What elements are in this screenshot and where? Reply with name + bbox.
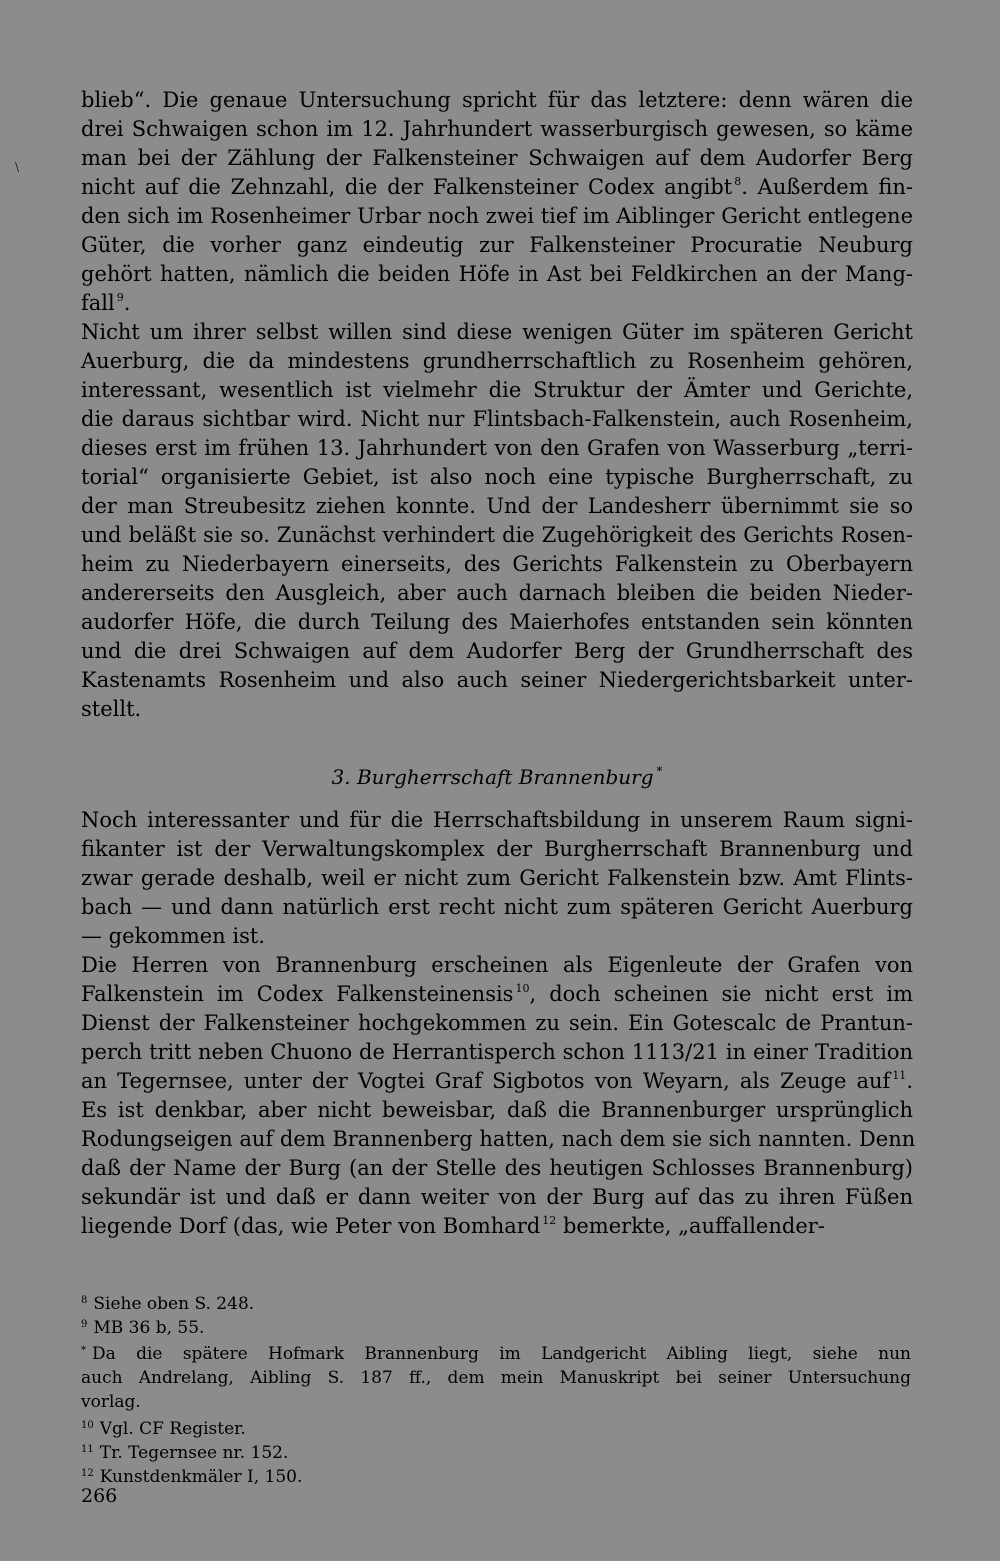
- text-line: [81, 922, 913, 951]
- line-text: bach — und dann natürlich erst recht nicht zum späteren Gericht Auerburg: [81, 895, 913, 919]
- line-text: audorfer Höfe, die durch Teilung des Maierhofes entstanden sein könnten: [81, 610, 913, 634]
- text-line: [81, 231, 913, 260]
- text-line: [81, 1067, 913, 1096]
- section-heading: [81, 757, 913, 792]
- line-text: man bei der Zählung der Falkensteiner Schwaigen auf dem Audorfer Berg: [81, 146, 913, 170]
- text-line: [81, 980, 913, 1009]
- text-line: [81, 202, 913, 231]
- footnote-reference: 12: [542, 1214, 557, 1227]
- text-line: [81, 1096, 913, 1125]
- line-text: Dienst der Falkensteiner hochgekommen zu sein. Ein Gotescalc de Prantun-: [81, 1011, 913, 1035]
- text-line: [81, 463, 913, 492]
- paragraph-3: [81, 806, 913, 951]
- text-line: [81, 1009, 913, 1038]
- line-text: Noch interessanter und für die Herrschaftsbildung in unserem Raum signi-: [81, 808, 913, 832]
- footnote-marker: 8: [81, 1295, 88, 1306]
- text-line: [81, 492, 913, 521]
- text-line: [81, 260, 913, 289]
- text-line: [81, 1154, 913, 1183]
- text-line: [81, 608, 913, 637]
- section-heading-text: 3. Burgherrschaft Brannenburg: [331, 765, 654, 789]
- line-text: dieses erst im frühen 13. Jahrhundert von den Grafen von Wasserburg „terri-: [81, 436, 913, 460]
- line-text: torial“ organisierte Gebiet, ist also noch eine typische Burgherrschaft, zu: [81, 465, 913, 489]
- footnote-line: [81, 1366, 911, 1390]
- line-text-continued: . Außerdem fin-: [741, 175, 913, 199]
- text-line: [81, 347, 913, 376]
- line-text-continued: .: [123, 291, 131, 315]
- line-text: Die Herren von Brannenburg erscheinen als Eigenleute der Grafen von: [81, 953, 913, 977]
- footnote-reference: 9: [116, 291, 124, 304]
- footnote-line: [81, 1316, 911, 1340]
- line-text: Nicht um ihrer selbst willen sind diese wenigen Güter im späteren Gericht: [81, 320, 913, 344]
- line-text: an Tegernsee, unter der Vogtei Graf Sigbotos von Weyarn, als Zeuge auf: [81, 1069, 891, 1093]
- footnote-reference: 8: [734, 175, 742, 188]
- text-line: [81, 521, 913, 550]
- footnote-line: [81, 1441, 911, 1465]
- line-text: Auerburg, die da mindestens grundherrschaftlich zu Rosenheim gehören,: [81, 349, 913, 373]
- line-text: fikanter ist der Verwaltungskomplex der Burgherrschaft Brannenburg und: [81, 837, 913, 861]
- text-line: [81, 806, 913, 835]
- line-text: sekundär ist und daß er dann weiter von der Burg auf das zu ihren Füßen: [81, 1185, 913, 1209]
- footnote-line: [81, 1342, 911, 1366]
- line-text: blieb“. Die genaue Untersuchung spricht für das letztere: denn wären die: [81, 88, 913, 112]
- line-text: der man Streubesitz ziehen konnte. Und der Landesherr übernimmt sie so: [81, 494, 913, 518]
- text-line: [81, 434, 913, 463]
- text-line: [81, 173, 913, 202]
- footnote-text: Vgl. CF Register.: [99, 1419, 246, 1439]
- footnote-marker: 12: [81, 1468, 94, 1479]
- paragraph-4: [81, 951, 916, 1241]
- line-text: liegende Dorf (das, wie Peter von Bomhard: [81, 1214, 541, 1238]
- line-text: drei Schwaigen schon im 12. Jahrhundert wasserburgisch gewesen, so käme: [81, 117, 913, 141]
- text-line: [81, 893, 913, 922]
- line-text: — gekommen ist.: [81, 924, 265, 948]
- line-text: heim zu Niederbayern einerseits, des Gerichts Falkenstein zu Oberbayern: [81, 552, 913, 576]
- text-line: [81, 695, 913, 724]
- text-line: [81, 864, 913, 893]
- footnote-reference: 10: [515, 982, 530, 995]
- text-line: [81, 951, 913, 980]
- text-line: [81, 115, 913, 144]
- text-line: [81, 1038, 913, 1067]
- footnote-text: Tr. Tegernsee nr. 152.: [99, 1443, 289, 1463]
- text-line: [81, 550, 913, 579]
- line-text: stellt.: [81, 697, 142, 721]
- text-line: [81, 637, 913, 666]
- text-line: [81, 1183, 913, 1212]
- line-text: den sich im Rosenheimer Urbar noch zwei tief im Aiblinger Gericht entlegene: [81, 204, 913, 228]
- text-line: [81, 835, 913, 864]
- footnote-text: auch Andrelang, Aibling S. 187 ff., dem mein Manuskript bei seiner Untersuchung: [81, 1368, 911, 1388]
- line-text-continued: .: [906, 1069, 913, 1093]
- footnote-reference: 11: [892, 1069, 907, 1082]
- line-text: Kastenamts Rosenheim und also auch seiner Niedergerichtsbarkeit unter-: [81, 668, 913, 692]
- footnote-marker: 10: [81, 1420, 94, 1431]
- text-line: [81, 318, 913, 347]
- footnote-marker: 9: [81, 1319, 88, 1330]
- line-text: andererseits den Ausgleich, aber auch darnach bleiben die beiden Nieder-: [81, 581, 913, 605]
- text-line: [81, 376, 913, 405]
- line-text-continued: , doch scheinen sie nicht erst im: [529, 982, 913, 1006]
- text-line: [81, 666, 913, 695]
- text-line: [81, 144, 913, 173]
- line-text: die daraus sichtbar wird. Nicht nur Flintsbach-Falkenstein, auch Rosenheim,: [81, 407, 913, 431]
- section-heading-marker: *: [656, 764, 663, 778]
- line-text: Es ist denkbar, aber nicht beweisbar, daß die Brannenburger ursprünglich: [81, 1098, 913, 1122]
- footnote-line: [81, 1292, 911, 1316]
- text-line: [81, 1125, 916, 1154]
- line-text: Rodungseigen auf dem Brannenberg hatten, nach dem sie sich nannten. Denn: [81, 1127, 916, 1151]
- line-text: und die drei Schwaigen auf dem Audorfer Berg der Grundherrschaft des: [81, 639, 913, 663]
- footnote-line: [81, 1390, 911, 1414]
- text-line: [81, 289, 913, 318]
- stray-mark: \: [15, 160, 20, 174]
- footnote-line: [81, 1465, 911, 1489]
- footnote: [81, 1465, 911, 1489]
- text-line: [81, 579, 913, 608]
- line-text: und beläßt sie so. Zunächst verhindert die Zugehörigkeit des Gerichts Rosen-: [81, 523, 913, 547]
- line-text-continued: bemerkte, „auffallender-: [556, 1214, 825, 1238]
- text-line: [81, 86, 913, 115]
- footnote: [81, 1342, 911, 1414]
- line-text: fall: [81, 291, 115, 315]
- footnote: [81, 1316, 911, 1340]
- line-text: nicht auf die Zehnzahl, die der Falkensteiner Codex angibt: [81, 175, 733, 199]
- footnote-text: Da die spätere Hofmark Brannenburg im Landgericht Aibling liegt, siehe nun: [92, 1344, 911, 1364]
- text-line: [81, 1212, 913, 1241]
- text-line: [81, 405, 913, 434]
- footnote-marker: *: [81, 1345, 86, 1356]
- line-text: daß der Name der Burg (an der Stelle des heutigen Schlosses Brannenburg): [81, 1156, 913, 1180]
- page-number: 266: [81, 1485, 118, 1507]
- paragraph-1: [81, 86, 913, 318]
- footnote-marker: 11: [81, 1444, 94, 1455]
- footnote-text: vorlag.: [81, 1392, 141, 1412]
- footnote-text: MB 36 b, 55.: [93, 1318, 205, 1338]
- line-text: Falkenstein im Codex Falkensteinensis: [81, 982, 514, 1006]
- line-text: gehört hatten, nämlich die beiden Höfe in Ast bei Feldkirchen an der Mang-: [81, 262, 913, 286]
- line-text: perch tritt neben Chuono de Herrantisperch schon 1113/21 in einer Tradition: [81, 1040, 913, 1064]
- footnote: [81, 1292, 911, 1316]
- footnote-line: [81, 1417, 911, 1441]
- line-text: interessant, wesentlich ist vielmehr die Struktur der Ämter und Gerichte,: [81, 378, 913, 402]
- line-text: zwar gerade deshalb, weil er nicht zum Gericht Falkenstein bzw. Amt Flints-: [81, 866, 913, 890]
- footnote-text: Siehe oben S. 248.: [93, 1294, 255, 1314]
- footnote: [81, 1417, 911, 1441]
- footnote: [81, 1441, 911, 1465]
- paragraph-2: [81, 318, 913, 724]
- line-text: Güter, die vorher ganz eindeutig zur Falkensteiner Procuratie Neuburg: [81, 233, 913, 257]
- footnote-text: Kunstdenkmäler I, 150.: [99, 1467, 303, 1487]
